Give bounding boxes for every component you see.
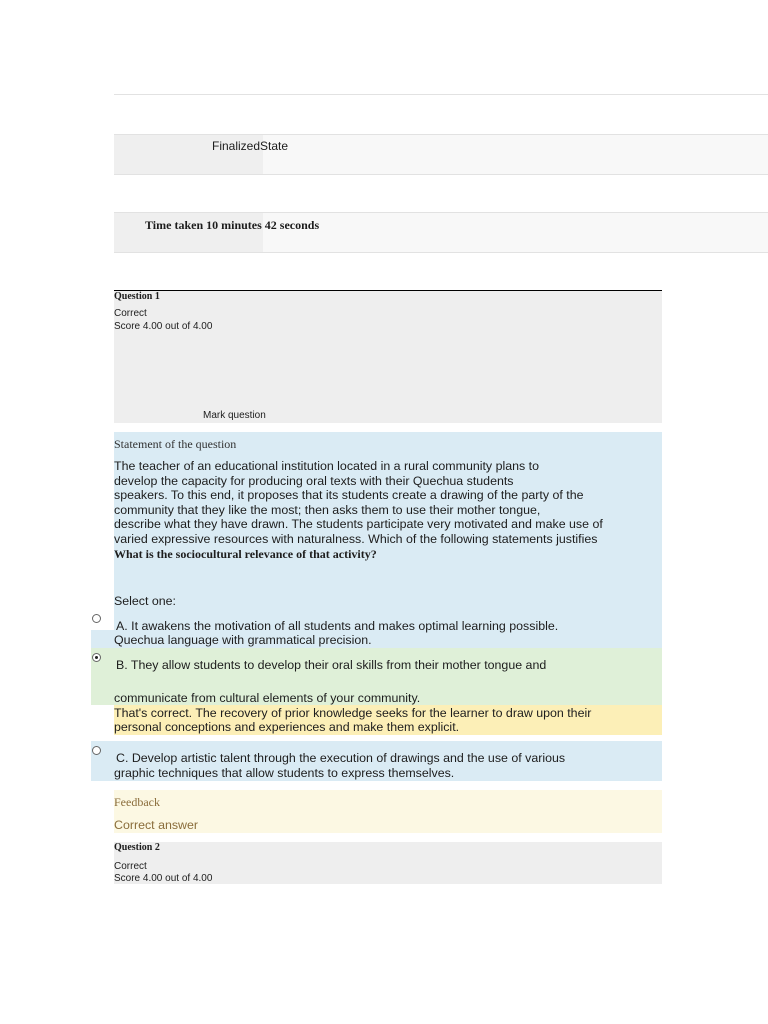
question-grade: Score 4.00 out of 4.00 xyxy=(114,321,213,332)
correct-answer-text: Correct answer xyxy=(114,818,199,832)
state-label: Finalized xyxy=(212,139,261,153)
answer-a-line1[interactable]: A. It awakens the motivation of all students and makes optimal learning possible. xyxy=(116,619,559,633)
question-state: Correct xyxy=(114,861,147,872)
question-grade: Score 4.00 out of 4.00 xyxy=(114,873,213,884)
question-text-bold: What is the sociocultural relevance of that activity? xyxy=(114,546,377,561)
question-text-line: community that they like the most; then asks them to use their mother tongue, xyxy=(114,502,541,517)
question-1-info xyxy=(114,290,662,423)
answer-b-line1[interactable]: B. They allow students to develop their oral skills from their mother tongue and xyxy=(116,658,547,672)
summary-top-divider xyxy=(114,94,768,95)
feedback-heading: Feedback xyxy=(114,795,160,809)
question-2-info xyxy=(114,842,662,884)
answer-b-radio[interactable] xyxy=(92,653,101,662)
question-state: Correct xyxy=(114,308,147,319)
time-taken-label: Time taken xyxy=(145,218,204,232)
question-number: Question 2 xyxy=(114,842,160,853)
state-text xyxy=(212,139,288,153)
specific-feedback-line2: personal conceptions and experiences and make them explicit. xyxy=(114,720,460,734)
answer-b-line2[interactable]: communicate from cultural elements of your community. xyxy=(114,691,421,705)
question-text-line: varied expressive resources with naturalness. Which of the following statements justifies xyxy=(114,531,598,546)
answer-a-strip xyxy=(91,630,114,648)
time-taken-value: 10 minutes 42 seconds xyxy=(206,218,320,232)
time-taken xyxy=(145,218,319,233)
answer-c-line2[interactable]: graphic techniques that allow students to express themselves. xyxy=(114,766,455,780)
statement-label: Statement of the question xyxy=(114,437,237,451)
question-text-line: describe what they have drawn. The students participate very motivated and make use of xyxy=(114,517,603,532)
answer-c-line1[interactable]: C. Develop artistic talent through the execution of drawings and the use of various xyxy=(116,751,566,765)
mark-question-link[interactable]: Mark question xyxy=(203,410,266,421)
question-text-line: develop the capacity for producing oral texts with their Quechua students xyxy=(114,473,514,488)
answer-a-radio[interactable] xyxy=(92,614,101,623)
specific-feedback-line1: That's correct. The recovery of prior knowledge seeks for the learner to draw upon their xyxy=(114,706,592,720)
question-text-line: The teacher of an educational institution located in a rural community plans to xyxy=(114,459,539,473)
state-value: State xyxy=(260,139,289,153)
select-one-prompt: Select one: xyxy=(114,594,176,608)
question-text xyxy=(114,459,662,561)
answer-a-line2[interactable]: Quechua language with grammatical precision. xyxy=(114,633,372,647)
answer-c-radio[interactable] xyxy=(92,746,101,755)
question-text-line: speakers. To this end, it proposes that its students create a drawing of the party of the xyxy=(114,488,584,503)
question-number: Question 1 xyxy=(114,291,160,302)
